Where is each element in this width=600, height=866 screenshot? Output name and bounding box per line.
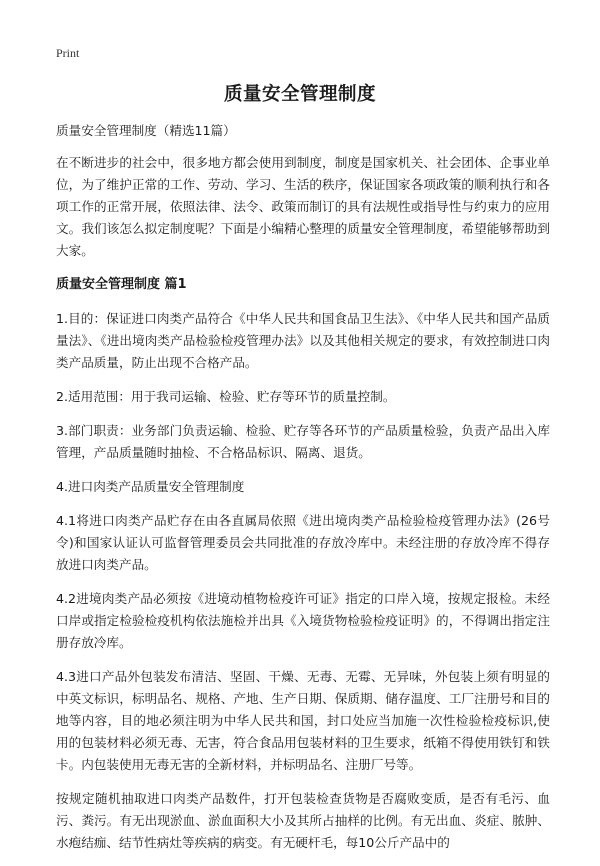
paragraph-responsibilities: 3.部门职责：业务部门负责运输、检验、贮存等各环节的产品质量检验，负责产品出入库管理，产品质量随时抽检、不合格品标识、隔离、退货。 <box>56 423 550 460</box>
section-heading: 质量安全管理制度 篇1 <box>56 277 187 292</box>
paragraph-scope: 2.适用范围：用于我司运输、检验、贮存等环节的质量控制。 <box>56 389 396 404</box>
article-subtitle: 质量安全管理制度（精选11篇） <box>56 123 236 138</box>
paragraph-purpose: 1.目的：保证进口肉类产品符合《中华人民共和国食品卫生法》、《中华人民共和国产品质量法》、《进出境肉类产品检验检疫管理办法》以及其他相关规定的要求，有效控制进口肉类产品质量，防止出现不合格产品。 <box>56 311 550 370</box>
paragraph-sampling: 按规定随机抽取进口肉类产品数件，打开包装检查货物是否腐败变质，是否有毛污、血污、粪污。有无出现淤血、淤血面积大小及其所占抽样的比例。有无出血、炎症、脓肿、水疱结痂、结节性病灶等疾病的病变。有无硬杆毛，每10公斤产品中的 <box>56 791 550 850</box>
paragraph-4-3: 4.3进口产品外包装发布清洁、坚固、干燥、无毒、无霉、无异味，外包装上须有明显的中英文标识，标明品名、规格、产地、生产日期、保质期、储存温度、工厂注册号和目的地等内容，目的地必须注明为中华人民共和国，封口处应当加施一次性检验检疫标识,使用的包装材料必须无毒、无害，符合食品用包装材料的卫生要求，纸箱不得使用铁钉和铁卡。内包装使用无毒无害的全新材料，并标明品名、注册厂号等。 <box>56 669 550 772</box>
article-body <box>56 120 550 866</box>
paragraph-section-4: 4.进口肉类产品质量安全管理制度 <box>56 479 245 494</box>
print-link[interactable]: Print <box>56 46 80 60</box>
intro-paragraph: 在不断进步的社会中，很多地方都会使用到制度，制度是国家机关、社会团体、企事业单位，为了维护正常的工作、劳动、学习、生活的秩序，保证国家各项政策的顺利执行和各项工作的正常开展，依照法律、法令、政策而制订的具有法规性或指导性与约束力的应用文。我们该怎么拟定制度呢？下面是小编精心整理的质量安全管理制度，希望能够帮助到大家。 <box>56 155 550 258</box>
page-title: 质量安全管理制度 <box>223 84 376 105</box>
paragraph-4-2: 4.2进境肉类产品必须按《进境动植物检疫许可证》指定的口岸入境，按规定报检。未经口岸或指定检验检疫机构依法施检并出具《入境货物检验检疫证明》的，不得调出指定注册存放冷库。 <box>56 591 550 650</box>
paragraph-4-1: 4.1将进口肉类产品贮存在由各直属局依照《进出境肉类产品检验检疫管理办法》(26号令)和国家认证认可监督管理委员会共同批准的存放冷库中。未经注册的存放冷库不得存放进口肉类产品。 <box>56 513 550 572</box>
